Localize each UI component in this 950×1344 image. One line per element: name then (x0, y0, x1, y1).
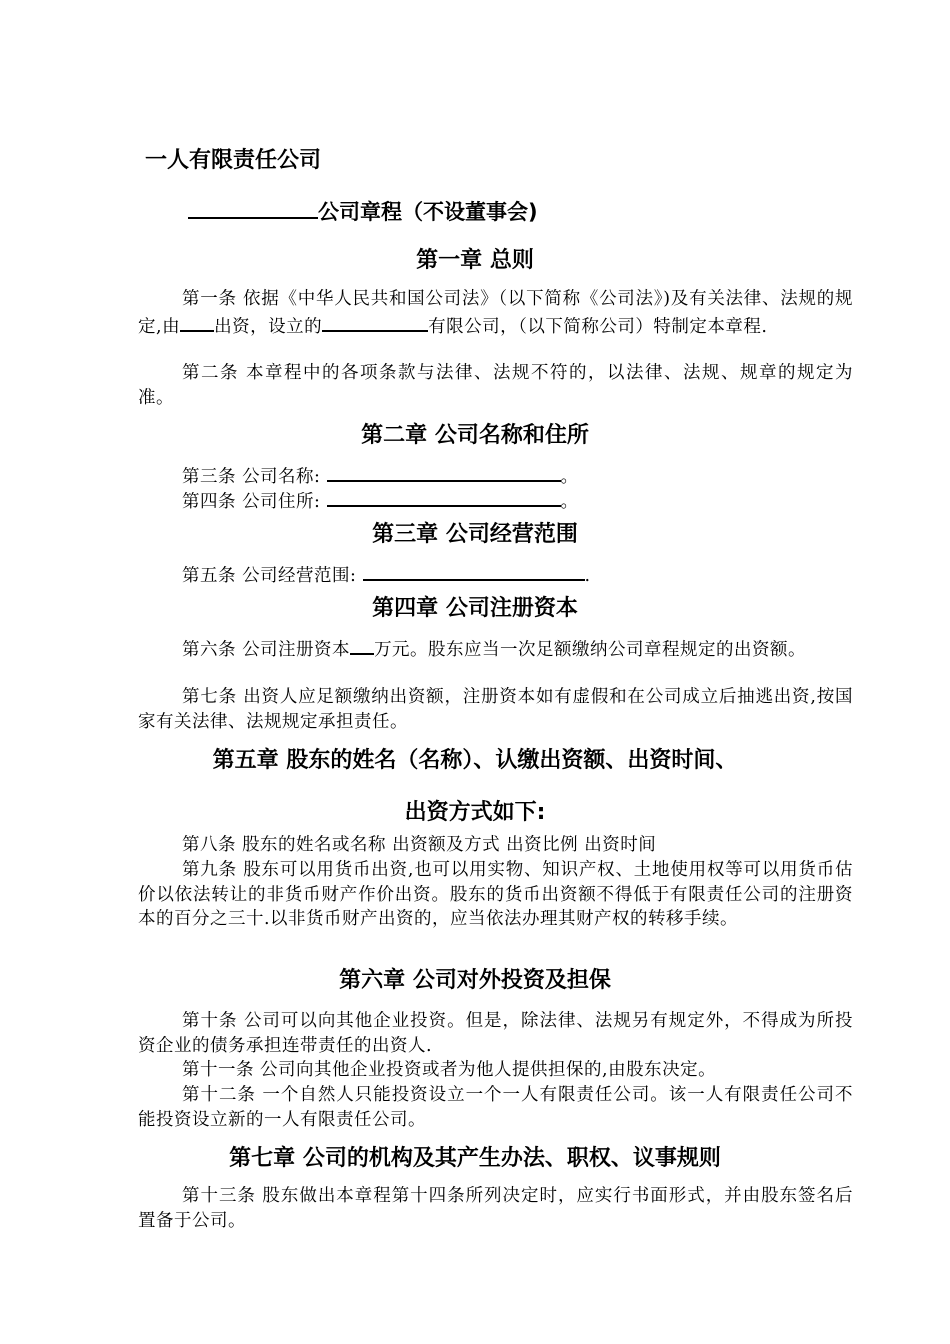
investor-blank[interactable] (180, 312, 214, 332)
document-title (188, 197, 538, 227)
article-5 (182, 561, 591, 589)
article-6-text: 第六条 公司注册资本 (182, 640, 351, 660)
article-9: 第九条 股东可以用货币出资,也可以用实物、知识产权、土地使用权等可以用货币估价以依法转让的非货币财产作价出资。股东的货币出资额不得低于有限责任公司的注册资本的百分之三十.以非货币财产出资的，应当依法办理其财产权的转移手续。 (138, 860, 853, 929)
article-1-text: 第一条 依据《中华人民共和国公司法》（以下简称《公司法》)及有关法律、法规的规定,由 (138, 289, 853, 337)
article-13: 第十三条 股东做出本章程第十四条所列决定时，应实行书面形式，并由股东签名后置备于公司。 (138, 1186, 853, 1231)
chapter-heading: 第三章 公司经营范围 (372, 522, 578, 547)
article-4-end: 。 (560, 492, 579, 512)
article-6-text: 万元。股东应当一次足额缴纳公司章程规定的出资额。 (374, 640, 807, 660)
article-4 (182, 487, 579, 515)
chapter-heading: 第一章 总则 (416, 248, 534, 273)
article-5-end: . (584, 566, 591, 586)
article-10: 第十条 公司可以向其他企业投资。但是，除法律、法规另有规定外，不得成为所投资企业的债务承担连带责任的出资人. (138, 1011, 853, 1056)
article-5-label: 第五条 公司经营范围: (182, 566, 357, 586)
article-11: 第十一条 公司向其他企业投资或者为他人提供担保的,由股东决定。 (182, 1060, 717, 1080)
article-7: 第七条 出资人应足额缴纳出资额，注册资本如有虚假和在公司成立后抽逃出资,按国家有关法律、法规规定承担责任。 (138, 687, 853, 732)
article-3-end: 。 (560, 467, 579, 487)
article-12: 第十二条 一个自然人只能投资设立一个一人有限责任公司。该一人有限责任公司不能投资设立新的一人有限责任公司。 (138, 1085, 853, 1130)
capital-amount-blank[interactable] (350, 635, 374, 655)
company-name-blank[interactable] (188, 197, 318, 219)
article-1-text: 出资，设立的 (214, 316, 323, 337)
article-1-text: 有限公司，（以下简称公司）特制定本章程. (428, 316, 768, 337)
article-3-label: 第三条 公司名称: (182, 467, 321, 487)
article-4-label: 第四条 公司住所: (182, 492, 321, 512)
document-type: 一人有限责任公司 (145, 148, 322, 173)
article-6 (138, 635, 853, 663)
chapter-heading: 第六章 公司对外投资及担保 (339, 968, 611, 993)
article-8: 第八条 股东的姓名或名称 出资额及方式 出资比例 出资时间 (182, 835, 657, 855)
chapter-heading: 第七章 公司的机构及其产生办法、职权、议事规则 (229, 1146, 721, 1171)
article-3 (182, 462, 579, 490)
article-2: 第二条 本章程中的各项条款与法律、法规不符的，以法律、法规、规章的规定为准。 (138, 363, 853, 408)
chapter-heading: 出资方式如下: (404, 800, 546, 825)
company-blank[interactable] (322, 312, 428, 332)
document-title-text: 公司章程（不设董事会) (318, 200, 538, 224)
article-1 (138, 287, 853, 339)
company-address-field[interactable] (327, 487, 561, 507)
chapter-heading: 第二章 公司名称和住所 (361, 423, 589, 448)
business-scope-field[interactable] (363, 561, 585, 581)
chapter-heading: 第四章 公司注册资本 (372, 596, 578, 621)
company-name-field[interactable] (327, 462, 561, 482)
chapter-heading: 第五章 股东的姓名（名称）、认缴出资额、出资时间、 (212, 748, 738, 773)
